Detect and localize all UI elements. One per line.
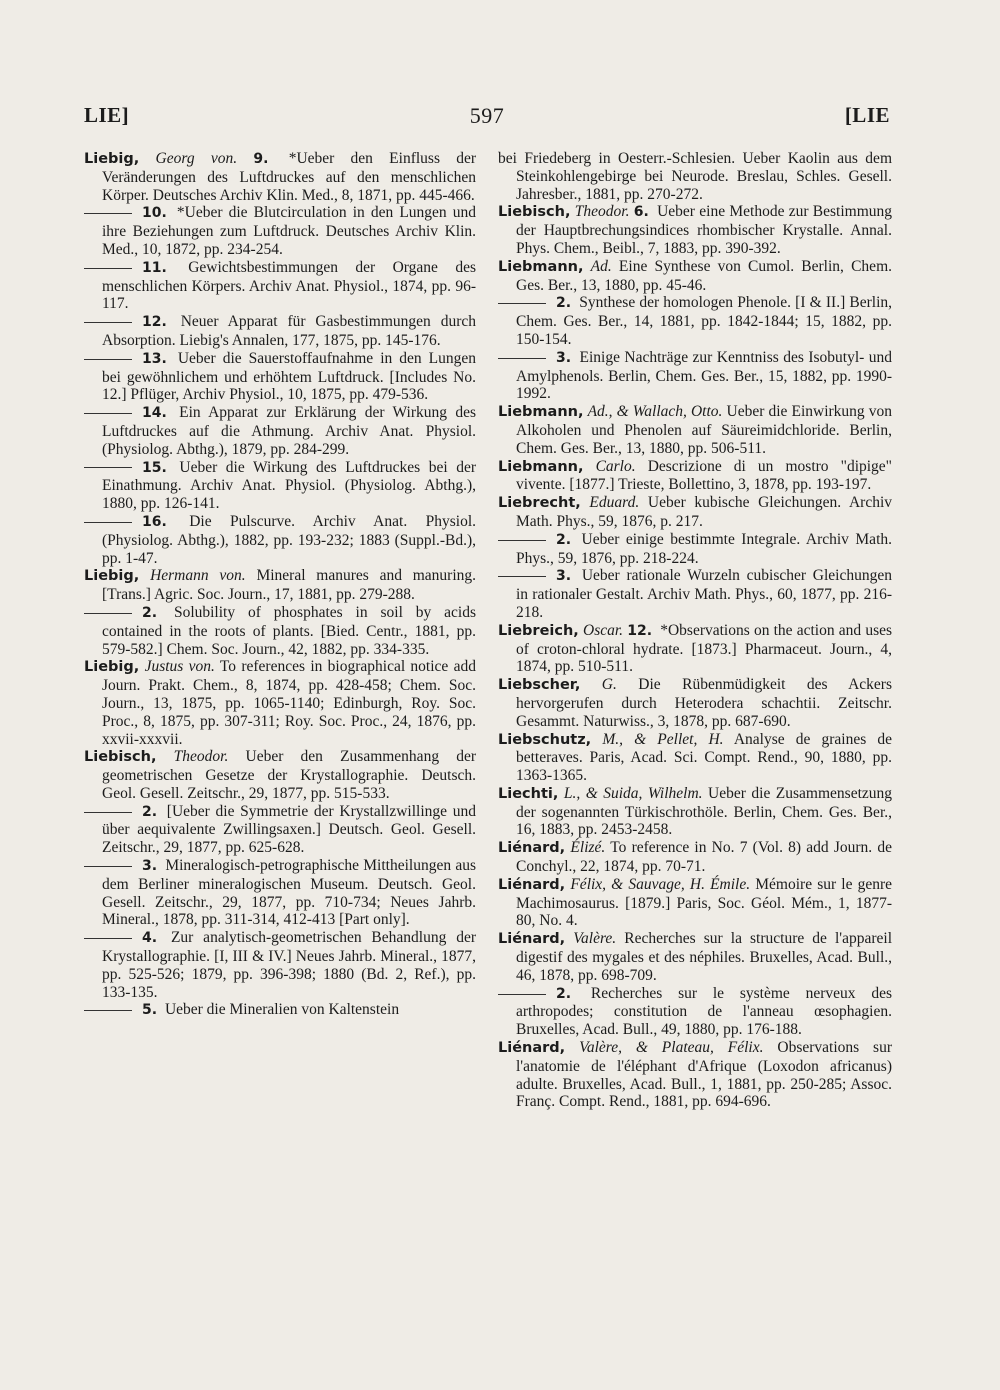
- entry-text: *Ueber den Einfluss der Veränderungen des Luftdruckes auf den menschlichen Körper. Deutsches Archiv Klin. Med., 8, 1871, pp. 445-466.: [102, 150, 477, 204]
- bibliography-entry: [84, 1001, 476, 1020]
- entry-text: Mineralogisch-petrographische Mittheilungen aus dem Berliner mineralogischen Museum. Deutsch. Geol. Gesell. Zeitschr., 29, 1877, pp. 710-734; Neues Jahrb. Mineral., 1878, pp. 311-314, 412-413 [Part only].: [102, 857, 477, 929]
- bibliography-entry: [84, 313, 476, 350]
- entry-author: Liebisch,: [498, 204, 571, 221]
- entry-author: Liénard,: [498, 876, 566, 893]
- entry-given-name: Oscar.: [583, 621, 624, 639]
- entry-text: Ueber die Wirkung des Luftdruckes bei der Einathmung. Archiv Anat. Physiol. (Physiolog. Abthg.), 1880, pp. 126-141.: [102, 458, 476, 513]
- entry-given-name: Carlo.: [595, 457, 636, 475]
- entry-number: 13.: [142, 350, 167, 367]
- entry-text: *Observations on the action and uses of croton-chloral hydrate. [1873.] Pharmaceut. Journ., 4, 1874, pp. 510-511.: [516, 621, 893, 676]
- ditto-rule: [84, 938, 132, 939]
- entry-text: Mineral manures and manuring. [Trans.] Agric. Soc. Journ., 17, 1881, pp. 279-288.: [102, 567, 477, 604]
- bibliography-entry: [84, 567, 476, 604]
- entry-text: Die Rübenmüdigkeit des Ackers hervorgerufen durch Heterodera schachtii. Zeitschr. Gesammt. Naturwiss., 3, 1878, pp. 687-690.: [516, 676, 893, 730]
- ditto-rule: [84, 812, 132, 813]
- bibliography-entry: [84, 658, 476, 748]
- entry-text: Neuer Apparat für Gasbestimmungen durch Absorption. Liebig's Annalen, 177, 1875, pp. 145-176.: [102, 313, 476, 349]
- bibliography-entry: [498, 403, 892, 457]
- entry-number: 15.: [142, 459, 167, 476]
- bibliography-entry: [84, 259, 476, 313]
- bibliography-entry: [84, 748, 476, 802]
- entry-number: 3.: [142, 858, 158, 875]
- entry-number: 12.: [142, 314, 167, 331]
- entry-text: Ueber kubische Gleichungen. Archiv Math. Phys., 59, 1876, p. 217.: [516, 494, 893, 530]
- entry-author: Liebmann,: [498, 458, 584, 475]
- entry-author: Liebreich,: [498, 622, 579, 639]
- entry-number: 2.: [142, 604, 158, 621]
- bibliography-entry: [84, 604, 476, 658]
- bibliography-entry: [84, 350, 476, 404]
- bibliography-entry: [498, 258, 892, 295]
- entry-given-name: M., & Pellet, H.: [602, 730, 724, 748]
- bibliography-entry: [84, 150, 476, 204]
- running-head-right: [LIE: [844, 103, 890, 127]
- entry-number: 2.: [556, 531, 572, 548]
- entry-text: bei Friedeberg in Oesterr.-Schlesien. Ueber Kaolin aus dem Steinkohlengebirge bei Neurode. Breslau, Schles. Gesell. Jahresber., 1881, pp. 270-272.: [498, 150, 892, 203]
- entry-text: Ueber einige bestimmte Integrale. Archiv Math. Phys., 59, 1876, pp. 218-224.: [516, 530, 892, 567]
- entry-author: Liebmann,: [498, 258, 584, 275]
- entry-author: Liénard,: [498, 1040, 566, 1057]
- entry-number: 4.: [142, 930, 158, 947]
- entry-text: [Ueber die Symmetrie der Krystallzwillinge und über aequivalente Zwillingsaxen.] Deutsch. Geol. Gesell. Zeitschr., 29, 1877, pp. 625-628.: [102, 802, 476, 857]
- entry-number: 2.: [556, 985, 572, 1002]
- entry-number: 5.: [142, 1002, 158, 1019]
- entry-given-name: Eduard.: [589, 494, 640, 512]
- bibliography-entry: [84, 459, 476, 513]
- entry-given-name: Theodor.: [574, 203, 630, 221]
- entry-text: Die Pulscurve. Archiv Anat. Physiol. (Physiolog. Abthg.), 1882, pp. 193-232; 1883 (Suppl.-Bd.), pp. 1-47.: [102, 512, 476, 567]
- entry-given-name: Georg von.: [155, 150, 238, 167]
- entry-text: Solubility of phosphates in soil by acids contained in the roots of plants. [Bied. Centr., 1881, pp. 579-582.] Chem. Soc. Journ., 42, 1882, pp. 334-335.: [102, 603, 476, 658]
- entry-text: Mémoire sur le genre Machimosaurus. [1879.] Paris, Soc. Géol. Mém., 1, 1877-80, No. 4.: [516, 875, 893, 930]
- running-head-left: LIE]: [84, 103, 130, 127]
- entry-number: 11.: [142, 259, 167, 276]
- entry-given-name: Félix, & Sauvage, H. Émile.: [570, 875, 751, 893]
- ditto-rule: [84, 613, 132, 614]
- entry-text: Ueber die Zusammensetzung der sogenannten Türkischrothöle. Berlin, Chem. Ges. Ber., 16, 1883, pp. 2453-2458.: [516, 784, 893, 839]
- entry-author: Liénard,: [498, 931, 566, 948]
- entry-given-name: Ad.: [590, 257, 612, 275]
- entry-text: Ueber die Mineralien von Kaltenstein: [164, 1001, 400, 1019]
- bibliography-entry: [84, 803, 476, 857]
- entry-text: Observations sur l'anatomie de l'éléphant d'Afrique (Loxodon africanus) adulte. Bruxelles, Acad. Bull., 1, 1881, pp. 250-285; Assoc. Franç. Compt. Rend., 1881, pp. 694-696.: [516, 1039, 893, 1111]
- entry-text: To reference in No. 7 (Vol. 8) add Journ. de Conchyl., 22, 1874, pp. 70-71.: [516, 839, 893, 876]
- entry-author: Liebscher,: [498, 677, 581, 694]
- bibliography-entry: [498, 622, 892, 676]
- ditto-rule: [84, 413, 132, 414]
- entry-text: Ueber eine Methode zur Bestimmung der Hauptbrechungsindices rhombischer Krystalle. Annal. Phys. Chem., Beibl., 7, 1883, pp. 390-392.: [516, 203, 893, 257]
- page-header: [84, 103, 890, 143]
- entry-number: 3.: [556, 349, 572, 366]
- entry-text: Einige Nachträge zur Kenntniss des Isobutyl- und Amylphenols. Berlin, Chem. Ges. Ber., 15, 1882, pp. 1990-1992.: [516, 348, 893, 403]
- bibliography-entry: [84, 513, 476, 567]
- entry-text: Synthese der homologen Phenole. [I & II.] Berlin, Chem. Ges. Ber., 14, 1881, pp. 1842-1844; 15, 1882, pp. 150-154.: [516, 294, 893, 348]
- ditto-rule: [84, 268, 132, 269]
- entry-author: Liénard,: [498, 840, 566, 857]
- entry-text: Descrizione di un mostro "dipige" vivente. [1877.] Trieste, Bollettino, 3, 1878, pp. 193-197.: [516, 457, 893, 494]
- entry-number: 6.: [633, 204, 649, 221]
- bibliography-entry: [84, 929, 476, 1001]
- entry-text: Zur analytisch-geometrischen Behandlung der Krystallographie. [I, III & IV.] Neues Jahrb. Mineral., 1877, pp. 525-526; 1879, pp. 396-398; 1880 (Bd. 2, Ref.), pp. 133-135.: [102, 929, 476, 1001]
- bibliography-entry: [84, 857, 476, 929]
- entry-given-name: Justus von.: [144, 658, 215, 676]
- ditto-rule: [498, 994, 546, 995]
- entry-author: Liechti,: [498, 785, 559, 802]
- entry-given-name: L., & Suida, Wilhelm.: [563, 784, 703, 802]
- bibliography-entry: [498, 458, 892, 495]
- entry-given-name: Ad., & Wallach, Otto.: [587, 403, 723, 421]
- entry-author: Liebschutz,: [498, 731, 592, 748]
- entry-given-name: Élizé.: [570, 839, 606, 857]
- bibliography-entry: [498, 876, 892, 930]
- entry-text: Eine Synthese von Cumol. Berlin, Chem. Ges. Ber., 13, 1880, pp. 45-46.: [516, 257, 892, 294]
- entry-given-name: Valère.: [573, 930, 617, 948]
- ditto-rule: [84, 213, 132, 214]
- bibliography-entry: [498, 203, 892, 257]
- bibliography-entry: [498, 676, 892, 730]
- entry-author: Liebig,: [84, 659, 140, 676]
- ditto-rule: [498, 576, 546, 577]
- entry-number: 16.: [142, 513, 167, 530]
- ditto-rule: [84, 467, 132, 468]
- entry-number: 2.: [556, 295, 572, 312]
- bibliography-entry: [498, 985, 892, 1039]
- entry-text: Ueber die Einwirkung von Alkoholen und Phenolen auf Säureimidchloride. Berlin, Chem. Ges. Ber., 13, 1880, pp. 506-511.: [516, 403, 893, 457]
- bibliography-entry: [498, 150, 892, 203]
- entry-text: Recherches sur le système nerveux des arthropodes; constitution de l'anneau œsophagien. Bruxelles, Acad. Bull., 49, 1880, pp. 176-188.: [516, 984, 892, 1039]
- entry-number: 3.: [556, 568, 572, 585]
- bibliography-entry: [498, 567, 892, 621]
- ditto-rule: [498, 540, 546, 541]
- bibliography-entry: [498, 930, 892, 984]
- entry-text: Ueber rationale Wurzeln cubischer Gleichungen in rationaler Gestalt. Archiv Math. Phys., 60, 1877, pp. 216-218.: [516, 567, 893, 621]
- ditto-rule: [84, 359, 132, 360]
- entry-author: Liebig,: [84, 568, 140, 585]
- page-number: 597: [469, 103, 505, 128]
- bibliography-entry: [498, 294, 892, 348]
- entry-number: 9.: [253, 151, 269, 167]
- entry-given-name: Theodor.: [173, 748, 229, 766]
- entry-author: Liebmann,: [498, 404, 584, 421]
- ditto-rule: [498, 358, 546, 359]
- bibliography-entry: [84, 204, 476, 258]
- bibliography-entry: [498, 531, 892, 568]
- entry-text: To references in biographical notice add Journ. Prakt. Chem., 8, 1874, pp. 428-458; Chem. Soc. Journ., 13, 1875, pp. 1065-1140; Edinburgh, Roy. Soc. Proc., 8, 1875, pp. 307-311; Roy. Soc. Proc., 24, 1876, pp. xxvii-xxxvii.: [102, 658, 476, 748]
- entry-number: 12.: [627, 622, 653, 639]
- entry-number: 2.: [142, 803, 158, 820]
- bibliography-entry: [498, 731, 892, 785]
- left-column: [84, 150, 476, 1020]
- entry-author: Liebisch,: [84, 749, 157, 766]
- bibliography-entry: [498, 785, 892, 839]
- entry-text: Analyse de graines de betteraves. Paris, Acad. Sci. Compt. Rend., 90, 1880, pp. 1363-1365.: [516, 730, 893, 785]
- entry-author: Liebrecht,: [498, 495, 581, 512]
- entry-number: 10.: [142, 205, 167, 222]
- bibliography-entry: [84, 404, 476, 458]
- ditto-rule: [84, 866, 132, 867]
- entry-text: Recherches sur la structure de l'appareil digestif des mygales et des néphiles. Bruxelles, Acad. Bull., 46, 1878, pp. 698-709.: [516, 930, 893, 984]
- ditto-rule: [498, 303, 546, 304]
- entry-given-name: Hermann von.: [150, 567, 246, 585]
- entry-text: Ein Apparat zur Erklärung der Wirkung des Luftdruckes auf die Athmung. Archiv Anat. Physiol. (Physiolog. Abthg.), 1879, pp. 284-299.: [102, 404, 476, 458]
- entry-given-name: G.: [601, 676, 617, 694]
- bibliography-entry: [498, 1039, 892, 1111]
- bibliography-entry: [498, 494, 892, 531]
- ditto-rule: [84, 322, 132, 323]
- entry-text: Ueber die Sauerstoffaufnahme in den Lungen bei gewöhnlichem und erhöhtem Luftdruck. [Includes No. 12.] Pflüger, Archiv Physiol., 10, 1875, pp. 479-536.: [102, 349, 476, 404]
- bibliography-entry: [498, 839, 892, 876]
- entry-text: Ueber den Zusammenhang der geometrischen Gesetze der Krystallographie. Deutsch. Geol. Gesell. Zeitschr., 29, 1877, pp. 515-533.: [102, 748, 477, 802]
- bibliography-entry: [498, 349, 892, 403]
- right-column: [498, 150, 892, 1111]
- ditto-rule: [84, 1010, 132, 1011]
- entry-text: *Ueber die Blutcirculation in den Lungen und ihre Beziehungen zum Luftdruck. Deutsches Archiv Klin. Med., 10, 1872, pp. 234-254.: [102, 204, 477, 258]
- entry-text: Gewichtsbestimmungen der Organe des menschlichen Körpers. Archiv Anat. Physiol., 1874, pp. 96-117.: [102, 258, 476, 313]
- entry-given-name: Valère, & Plateau, Félix.: [579, 1039, 764, 1057]
- entry-number: 14.: [142, 405, 167, 422]
- ditto-rule: [84, 522, 132, 523]
- entry-author: Liebig,: [84, 151, 140, 167]
